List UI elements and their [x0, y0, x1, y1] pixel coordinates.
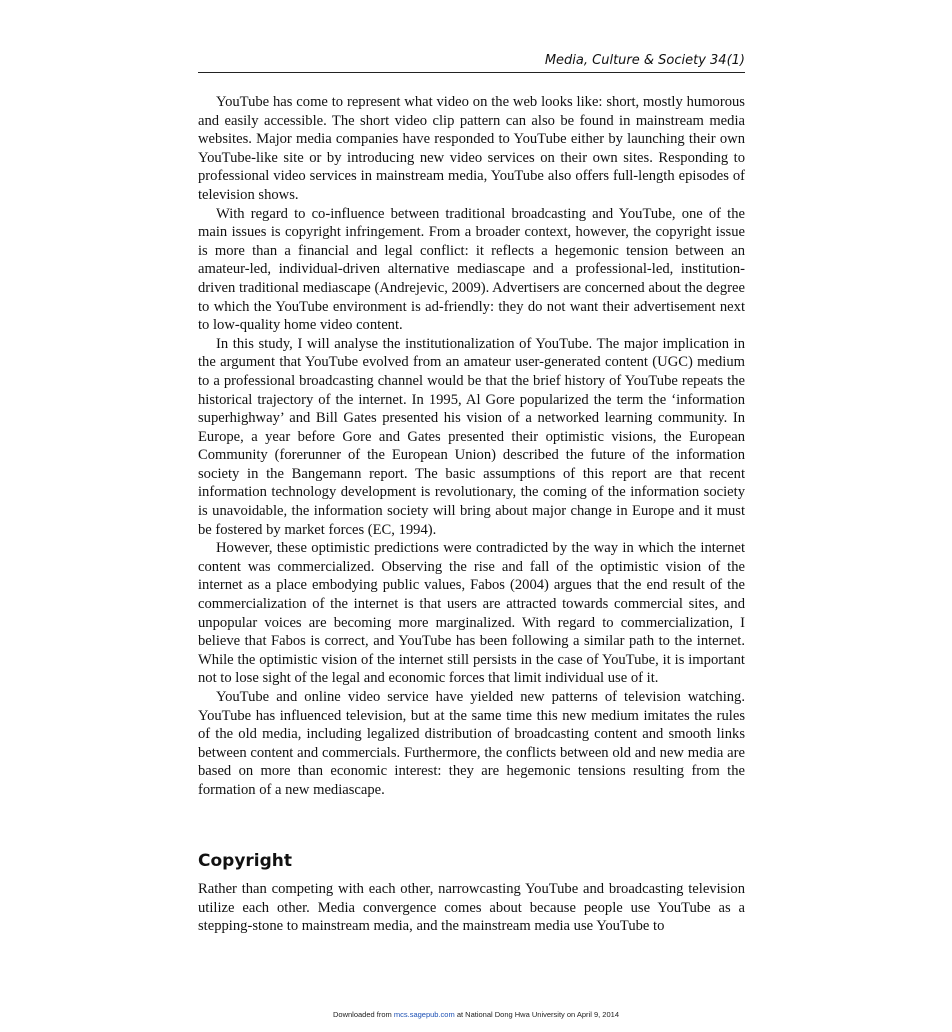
- body-text: [198, 93, 745, 800]
- paragraph: YouTube has come to represent what video on the web looks like: short, mostly humorous and easily accessible. The short video clip pattern can also be found in mainstream media websites. Major media companies have responded to YouTube either by launching their own YouTube-like site or by introducing new video services on their own sites. Responding to professional video services in mainstream media, YouTube also offers full-length episodes of television shows.: [198, 94, 745, 203]
- paragraph: However, these optimistic predictions were contradicted by the way in which the internet content was commercialized. Observing the rise and fall of the optimistic vision of the internet as a place embodying public values, Fabos (2004) argues that the end result of the commercialization of the internet is that users are attracted towards commercial sites, and unpopular voices are becoming more marginalized. With regard to commercialization, I believe that Fabos is correct, and YouTube has been following a similar path to the internet. While the optimistic vision of the internet still persists in the case of YouTube, it is important not to lose sight of the legal and economic forces that limit individual use of it.: [198, 540, 745, 687]
- download-footer: [0, 1010, 952, 1019]
- paragraph: Rather than competing with each other, narrowcasting YouTube and broadcasting television utilize each other. Media convergence comes about because people use YouTube as a stepping-stone to mainstream media, and the mainstream media use YouTube to: [198, 881, 745, 935]
- paragraph: With regard to co-influence between traditional broadcasting and YouTube, one of the main issues is copyright infringement. From a broader context, however, the copyright issue is more than a financial and legal conflict: it reflects a hegemonic tension between an amateur-led, individual-driven alternative mediascape and a professional-led, institution-driven traditional mediascape (Andrejevic, 2009). Advertisers are concerned about the degree to which the YouTube environment is ad-friendly: they do not want their advertisement next to low-quality home video content.: [198, 205, 745, 334]
- section-body: [198, 880, 745, 936]
- footer-suffix: at National Dong Hwa University on April 9, 2014: [454, 1010, 619, 1019]
- footer-link[interactable]: mcs.sagepub.com: [393, 1010, 455, 1019]
- paragraph: YouTube and online video service have yielded new patterns of television watching. YouTube has influenced television, but at the same time this new medium imitates the rules of the old media, including legalized distribution of broadcasting content and smooth links between content and commercials. Furthermore, the conflicts between old and new media are based on more than economic interest: they are hegemonic tensions resulting from the formation of a new mediascape.: [198, 689, 745, 798]
- section-heading: Copyright: [198, 851, 293, 871]
- running-header: Media, Culture & Society 34(1): [544, 53, 745, 68]
- paragraph: In this study, I will analyse the institutionalization of YouTube. The major implication in the argument that YouTube evolved from an amateur user-generated content (UGC) medium to a professional broadcasting channel would be that the brief history of YouTube repeats the historical trajectory of the internet. In 1995, Al Gore popularized the term the ‘information superhighway’ and Bill Gates presented his vision of a networked learning community. In Europe, a year before Gore and Gates presented their optimistic visions, the European Community (forerunner of the European Union) described the future of the information society in the Bangemann report. The basic assumptions of this report are that recent information technology development is revolutionary, the coming of the information society is unavoidable, the information society will bring about major change in Europe and it must be fostered by market forces (EC, 1994).: [198, 335, 745, 538]
- header-rule: [198, 72, 745, 73]
- footer-prefix: Downloaded from: [332, 1010, 394, 1019]
